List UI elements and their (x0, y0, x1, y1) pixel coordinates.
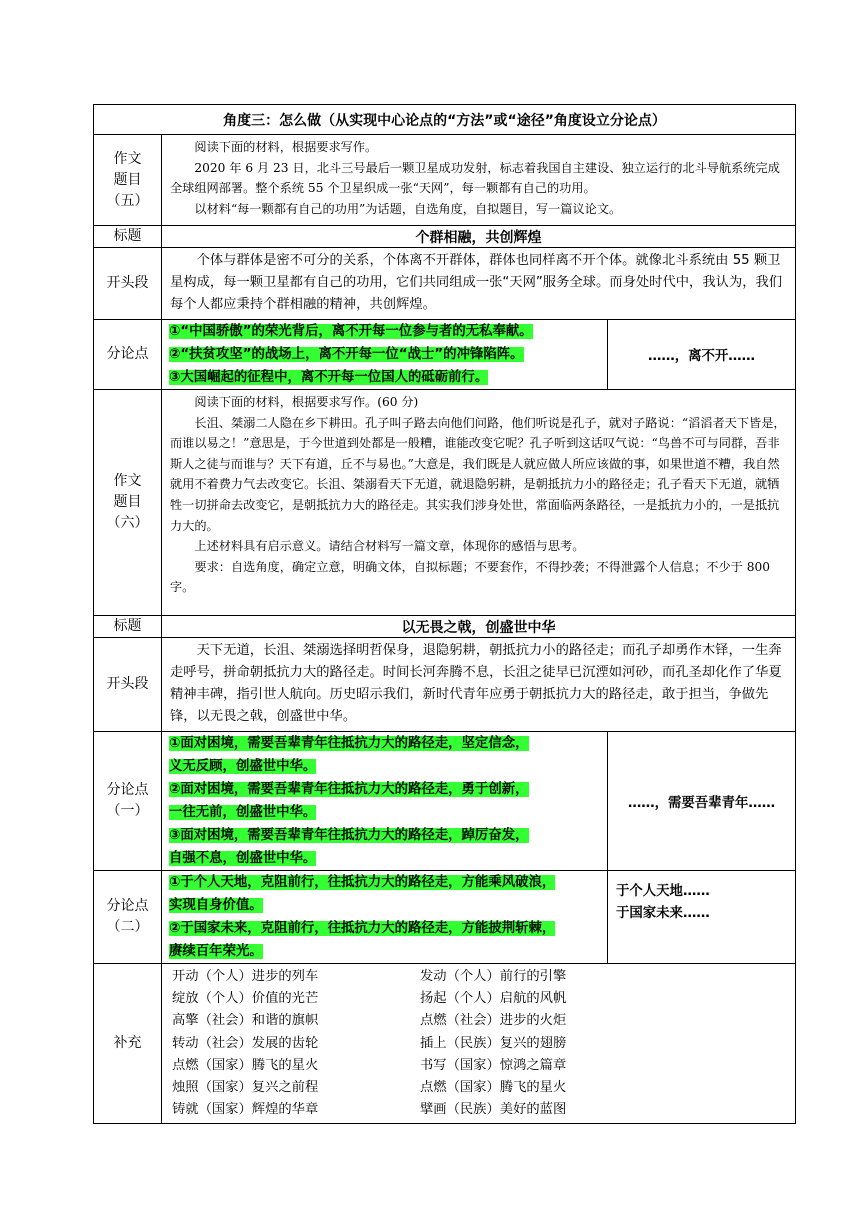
supplement-row: 开动（个人）进步的列车 发动（个人）前行的引擎 (172, 969, 567, 984)
point-item: ①“中国骄傲”的荣光背后，离不开每一位参与者的无私奉献。 (169, 324, 533, 339)
supplement-row: 铸就（国家）辉煌的华章 擘画（民族）美好的蓝图 (172, 1102, 567, 1118)
label-opening-5: 开头段 (94, 248, 162, 320)
pattern-6-1: ……，需要吾辈青年…… (608, 732, 796, 871)
supplement-row: 点燃（国家）腾飞的星火 书写（国家）惊鸿之篇章 (172, 1057, 567, 1073)
point-item: ②“扶贫攻坚”的战场上，离不开每一位“战士”的冲锋陷阵。 (169, 347, 524, 362)
label-title-6: 标题 (94, 616, 162, 638)
label-prompt-5: 作文 题目 （五） (94, 135, 162, 226)
supplement-row: 绽放（个人）价值的光芒 扬起（个人）启航的风帆 (172, 991, 567, 1007)
label-points-6-2: 分论点 （二） (94, 871, 162, 964)
points-6-2-list: ①于个人天地，克阻前行，往抵抗力大的路径走，方能乘风破浪， 实现自身价值。 ②于国家未来，克阻前行，往抵抗力大的路径走，方能披荆斩棘， 赓续百年荣光。 (162, 871, 608, 964)
opening-5-text: 个体与群体是密不可分的关系，个体离不开群体，群体也同样离不开个体。就像北斗系统由 55 颗卫星构成，每一颗卫星都有自己的功用，它们共同组成一张“天网”服务全球。而身处时代中，我认为，我们每个人都应秉持个群相融的精神，共创辉煌。 (162, 248, 796, 320)
prompt-6-text: 阅读下面的材料，根据要求写作。(60 分) 长沮、桀溺二人隐在乡下耕田。孔子叫子路去向他们问路，他们听说是孔子，就对子路说：“滔滔者天下皆是，而谁以易之！”意思是，于今世道到处都是一般糟，谁能改变它呢？孔子听到这话叹气说：“鸟兽不可与同群，吾非斯人之徒与而谁与？天下有道，丘不与易也。”大意是，我们既是人就应做人所应该做的事，如果世道不糟，我自然就用不着费力气去改变它。长沮、桀溺看天下无道，就退隐躬耕，是朝抵抗力小的路径走；孔子看天下无道，就牺牲一切拼命去改变它，是朝抵抗力大的路径走。其实我们涉身处世，常面临两条路径，一是抵抗力小的，一是抵抗力大的。 上述材料具有启示意义。请结合材料写一篇文章，体现你的感悟与思考。 要求：自选角度，确定立意，明确文体，自拟标题；不要套作，不得抄袭；不得泄露个人信息；不少于 800 字。 (162, 390, 796, 616)
prompt-5-text: 阅读下面的材料，根据要求写作。 2020 年 6 月 23 日，北斗三号最后一颗卫星成功发射，标志着我国自主建设、独立运行的北斗导航系统完成全球组网部署。整个系统 55 个卫星织成一张“天网”，每一颗都有自己的功用。 以材料“每一颗都有自己的功用”为话题，自选角度，自拟题目，写一篇议论文。 (162, 135, 796, 226)
points-5-list (162, 320, 608, 390)
supplement-list (162, 964, 796, 1124)
document-page (93, 104, 795, 1124)
supplement-row: 烛照（国家）复兴之前程 点燃（国家）腾飞的星火 (172, 1080, 567, 1096)
section-header: 角度三：怎么做（从实现中心论点的“方法”或“途径”角度设立分论点） (94, 105, 796, 135)
essay-title-6: 以无畏之戟，创盛世中华 (162, 616, 796, 638)
outline-table (93, 104, 796, 1124)
label-opening-6: 开头段 (94, 638, 162, 732)
label-points-6-1: 分论点 （一） (94, 732, 162, 871)
label-title-5: 标题 (94, 226, 162, 248)
point-item: ③大国崛起的征程中，离不开每一位国人的砥砺前行。 (169, 370, 489, 385)
points-6-1-list: ①面对困境，需要吾辈青年往抵抗力大的路径走，坚定信念， 义无反顾，创盛世中华。 ②面对困境，需要吾辈青年往抵抗力大的路径走，勇于创新， 一往无前，创盛世中华。 ③面对困境，需要吾辈青年往抵抗力大的路径走，踔厉奋发， 自强不息，创盛世中华。 (162, 732, 608, 871)
essay-title-5: 个群相融，共创辉煌 (162, 226, 796, 248)
label-supplement: 补充 (94, 964, 162, 1124)
label-points-5: 分论点 (94, 320, 162, 390)
pattern-5: ……，离不开…… (608, 320, 796, 390)
supplement-row: 高擎（社会）和谐的旗帜 点燃（社会）进步的火炬 (172, 1013, 567, 1029)
label-prompt-6: 作文 题目 （六） (94, 390, 162, 616)
pattern-6-2: 于个人天地…… 于国家未来…… (608, 871, 796, 964)
opening-6-text: 天下无道，长沮、桀溺选择明哲保身，退隐躬耕，朝抵抗力小的路径走；而孔子却勇作木铎，一生奔走呼号，拼命朝抵抗力大的路径走。时间长河奔腾不息，长沮之徒早已沉湮如河砂，而孔圣却化作了华夏精神丰碑，指引世人航向。历史昭示我们，新时代青年应勇于朝抵抗力大的路径走，敢于担当，争做先锋，以无畏之戟，创盛世中华。 (162, 638, 796, 732)
supplement-row: 转动（社会）发展的齿轮 插上（民族）复兴的翅膀 (172, 1035, 567, 1051)
